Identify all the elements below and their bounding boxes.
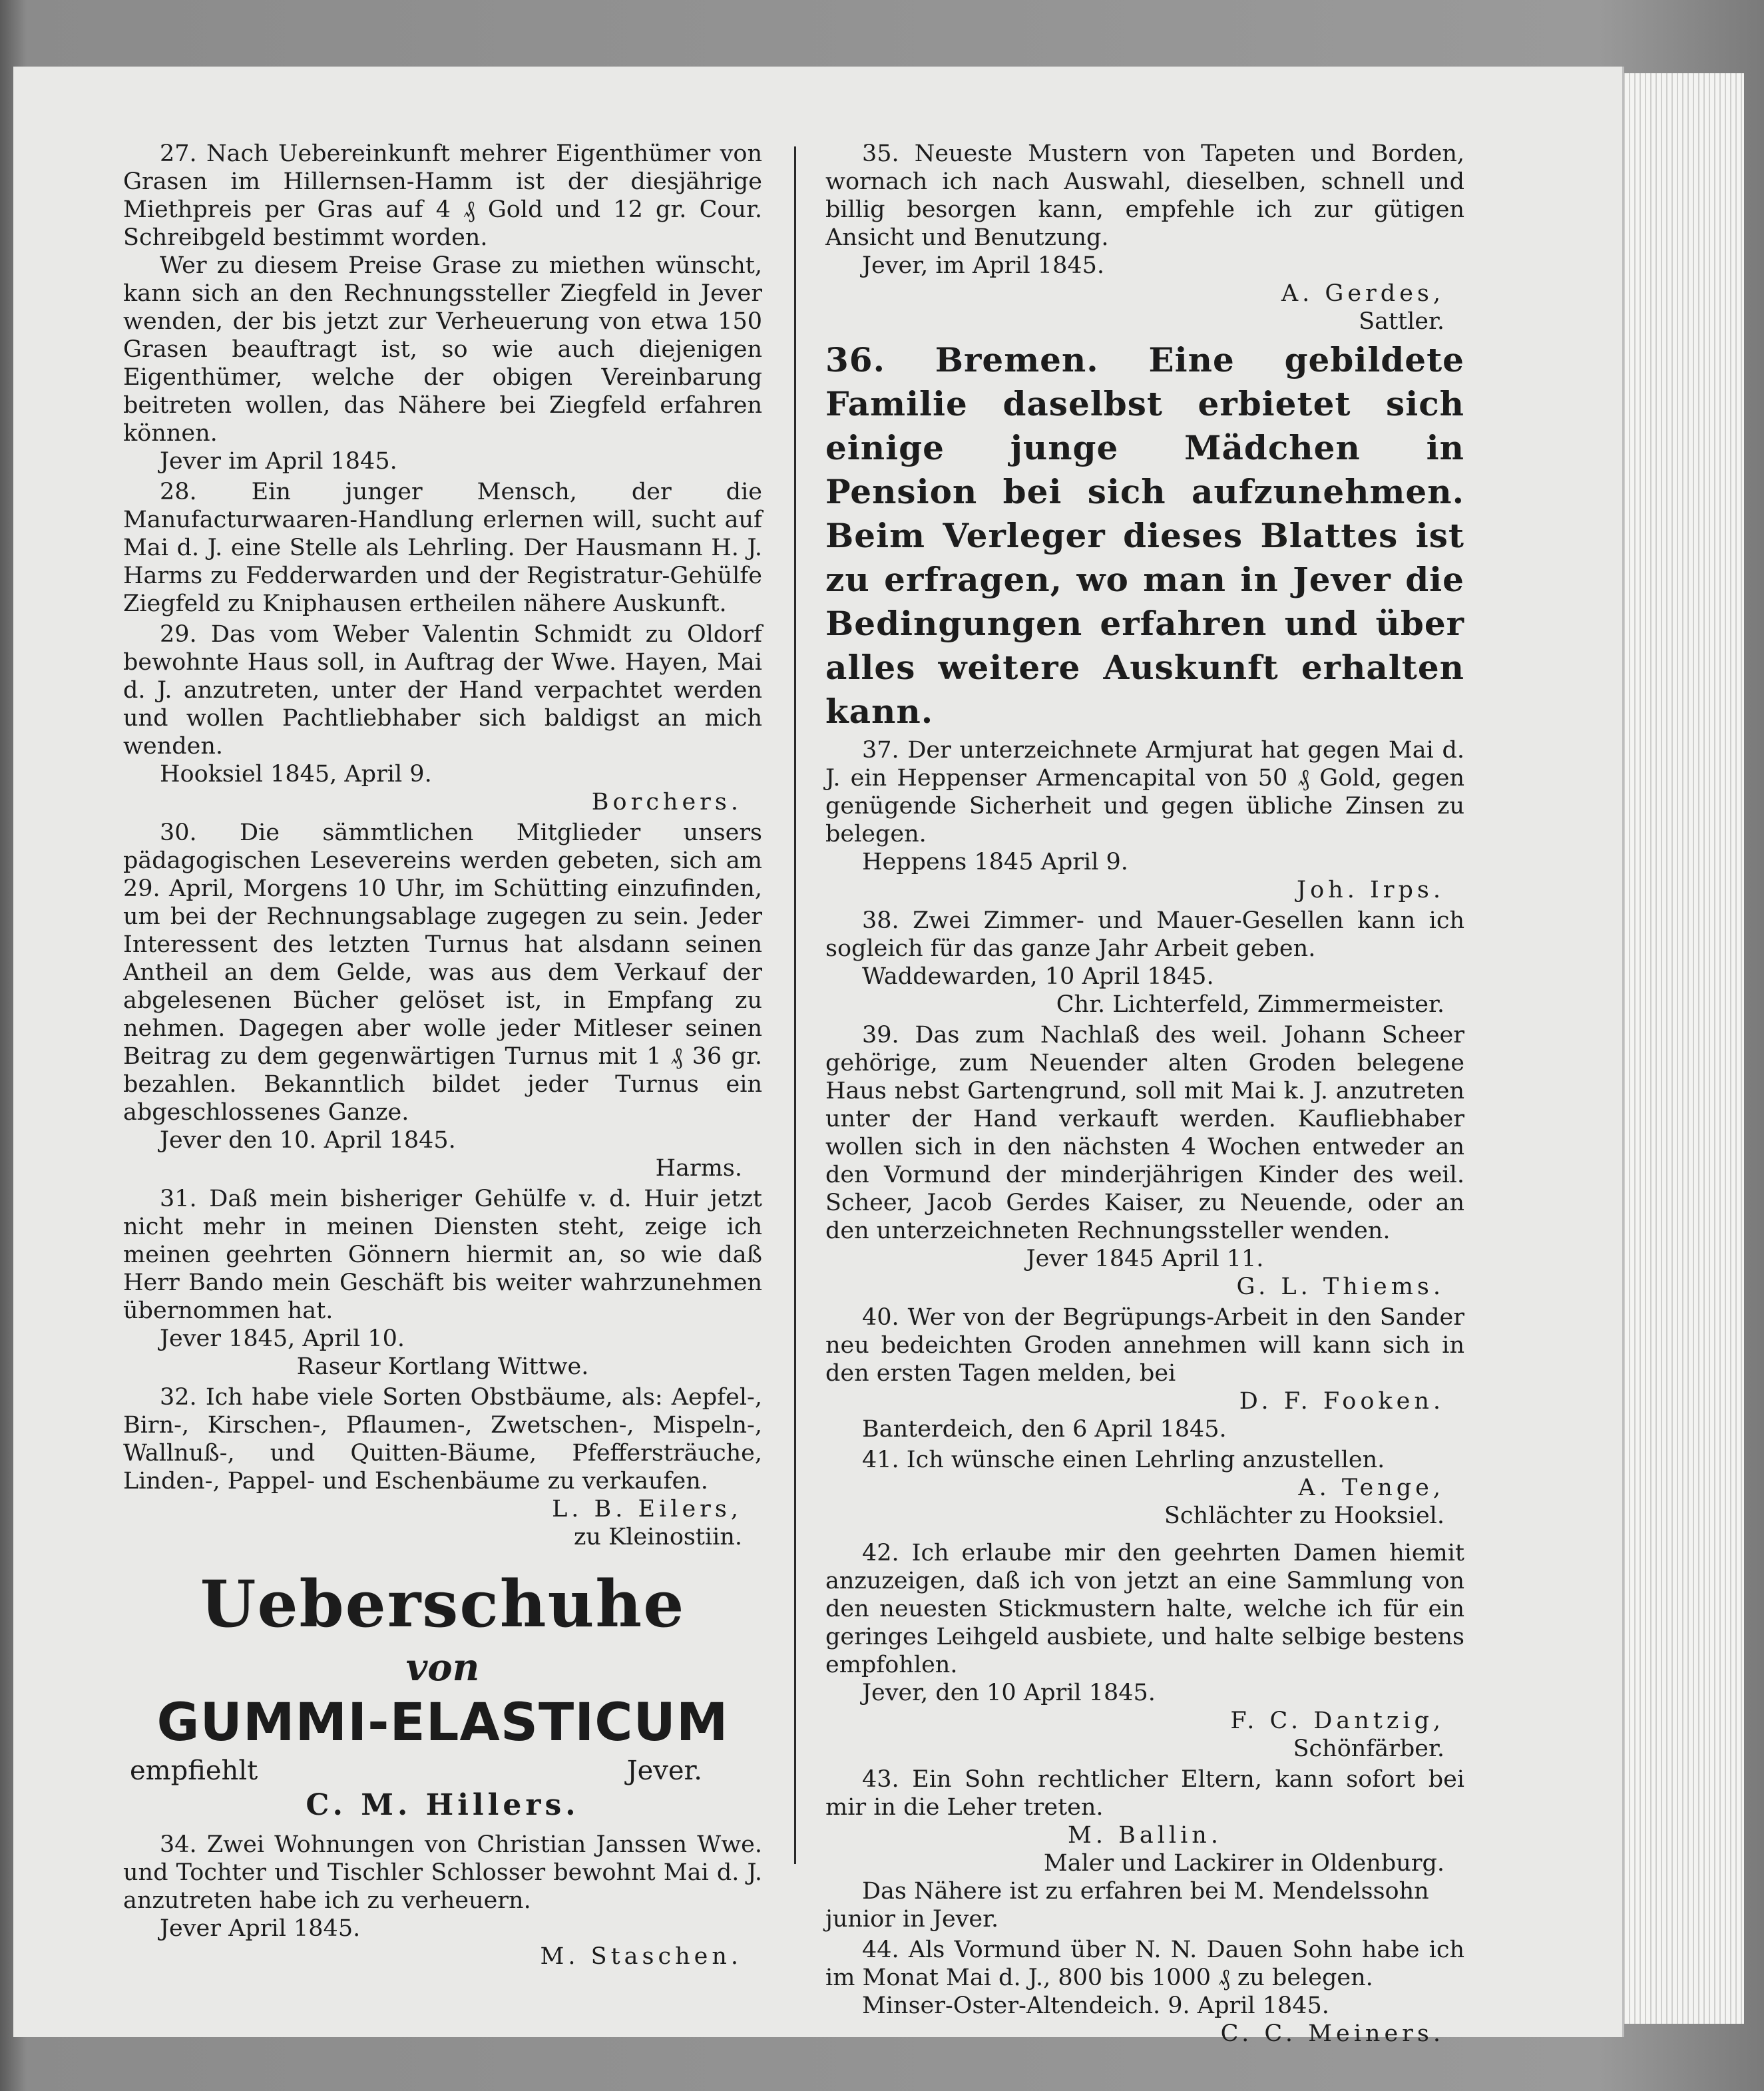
ad-39-body: 39. Das zum Nachlaß des weil. Johann Scheer gehörige, zum Neuender alten Groden belegene Haus nebst Gartengrund, soll mit Mai k. J. anzutreten unter der Hand verkauft werden. Kaufliebhaber wollen sich in den nächsten 4 Wochen entweder an den Vormund der minderjährigen Kinder des weil. Scheer, Jacob Gerdes Kaiser, zu Neuende, oder an den unterzeichneten Rechnungssteller wenden. <box>825 1022 1464 1244</box>
ad-31-body: 31. Daß mein bisheriger Gehülfe v. d. Huir jetzt nicht mehr in meinen Diensten steht, zeige ich meinen geehrten Gönnern hiermit an, so wie daß Herr Bando mein Geschäft bis weiter wahrzunehmen übernommen hat. <box>123 1186 762 1324</box>
ad-34-body: 34. Zwei Wohnungen von Christian Janssen Wwe. und Tochter und Tischler Schlosser bewohnt Mai d. J. anzutreten habe ich zu verheuern. <box>123 1831 762 1914</box>
ad-37-body: 37. Der unterzeichnete Armjurat hat gegen Mai d. J. ein Heppenser Armencapital von 50 ₰ Gold, gegen genügende Sicherheit und gegen übliche Zinsen zu belegen. <box>825 737 1464 847</box>
ad-32-signature: L. B. Eilers, <box>552 1496 742 1522</box>
ad-40-signature: D. F. Fooken. <box>1239 1388 1444 1415</box>
ad-44-signature: C. C. Meiners. <box>1220 2020 1444 2047</box>
ad-34 <box>123 1831 762 1971</box>
ad-39-signature: G. L. Thiems. <box>1236 1274 1444 1300</box>
ad-30 <box>123 819 762 1182</box>
ad-37-dateline: Heppens 1845 April 9. <box>862 849 1128 875</box>
ad-37 <box>825 736 1464 904</box>
ad-31 <box>123 1185 762 1381</box>
ad-27-dateline: Jever im April 1845. <box>160 448 397 475</box>
ad-42-signature: F. C. Dantzig, <box>1230 1708 1444 1734</box>
ad-36 <box>825 338 1464 734</box>
promo-title: Ueberschuhe <box>200 1566 686 1642</box>
ad-43 <box>825 1765 1464 1933</box>
ad-43-signature: M. Ballin. <box>1068 1822 1222 1849</box>
ad-32-location: zu Kleinostiin. <box>573 1524 742 1550</box>
ad-35-signature: A. Gerdes, <box>1281 280 1444 307</box>
ad-34-dateline: Jever April 1845. <box>160 1915 361 1942</box>
ad-41-occupation: Schlächter zu Hooksiel. <box>1164 1503 1444 1529</box>
ad-43-body: 43. Ein Sohn rechtlicher Eltern, kann sofort bei mir in die Leher treten. <box>825 1766 1464 1821</box>
ad-35-body: 35. Neueste Mustern von Tapeten und Borden, wornach ich nach Auswahl, dieselben, schnell und billig besorgen kann, empfehle ich zur gütigen Ansicht und Benutzung. <box>825 140 1464 251</box>
book-page-edges <box>1618 73 1744 2024</box>
ad-43-occupation: Maler und Lackirer in Oldenburg. <box>1043 1850 1444 1877</box>
ad-42 <box>825 1539 1464 1763</box>
ad-41-signature: A. Tenge, <box>1298 1475 1444 1501</box>
ad-30-dateline: Jever den 10. April 1845. <box>160 1127 456 1154</box>
left-column <box>123 140 762 1973</box>
ad-32-body: 32. Ich habe viele Sorten Obstbäume, als: Aepfel-, Birn-, Kirschen-, Pflaumen-, Zwetschen-, Mispeln-, Wallnuß-, und Quitten-Bäume, Pfeffersträuche, Linden-, Pappel- und Eschenbäume zu verkaufen. <box>123 1384 762 1495</box>
ad-35-occupation: Sattler. <box>1359 308 1444 335</box>
ad-29-body: 29. Das vom Weber Valentin Schmidt zu Oldorf bewohnte Haus soll, in Auftrag der Wwe. Hayen, Mai d. J. anzutreten, unter der Hand verpachtet werden und wollen Pachtliebhaber sich baldigst an mich wenden. <box>123 621 762 760</box>
ad-43-note: Das Nähere ist zu erfahren bei M. Mendelssohn junior in Jever. <box>825 1878 1429 1933</box>
ad-39 <box>825 1021 1464 1301</box>
column-divider <box>794 146 796 1864</box>
ad-39-dateline: Jever 1845 April 11. <box>1026 1246 1264 1272</box>
ad-38 <box>825 907 1464 1019</box>
ad-44-dateline: Minser-Oster-Altendeich. 9. April 1845. <box>862 1992 1329 2019</box>
ad-27-body: 27. Nach Uebereinkunft mehrer Eigenthümer von Grasen im Hillernsen-Hamm ist der diesjährige Miethpreis per Gras auf 4 ₰ Gold und 12 gr. Cour. Schreibgeld bestimmt worden. <box>123 140 762 251</box>
ad-30-signature: Harms. <box>655 1155 742 1182</box>
ad-44-body: 44. Als Vormund über N. N. Dauen Sohn habe ich im Monat Mai d. J., 800 bis 1000 ₰ zu belegen. <box>825 1937 1464 1991</box>
ad-35-dateline: Jever, im April 1845. <box>862 252 1104 279</box>
ad-42-occupation: Schönfärber. <box>1293 1736 1444 1762</box>
ad-35 <box>825 140 1464 336</box>
ad-38-signature: Chr. Lichterfeld, Zimmermeister. <box>1056 991 1444 1018</box>
ad-40-dateline: Banterdeich, den 6 April 1845. <box>862 1416 1227 1443</box>
ad-30-body: 30. Die sämmtlichen Mitglieder unsers pädagogischen Lesevereins werden gebeten, sich am 29. April, Morgens 10 Uhr, im Schütting einzufinden, um bei der Rechnungsablage zugegen zu sein. Jeder Interessent des letzten Turnus hat alsdann seinen Antheil an dem Gelde, was aus dem Verkauf der abgelesenen Bücher gelöset ist, in Empfang zu nehmen. Dagegen aber wolle jeder Mitleser seinen Beitrag zu dem gegenwärtigen Turnus mit 1 ₰ 36 gr. bezahlen. Bekanntlich bildet jeder Turnus ein abgeschlossenes Ganze. <box>123 819 762 1126</box>
ad-40 <box>825 1303 1464 1443</box>
ad-28-body: 28. Ein junger Mensch, der die Manufacturwaaren-Handlung erlernen will, sucht auf Mai d. J. eine Stelle als Lehrling. Der Hausmann H. J. Harms zu Fedderwarden und der Registratur-Gehülfe Ziegfeld zu Kniphausen ertheilen nähere Auskunft. <box>123 479 762 617</box>
ad-42-body: 42. Ich erlaube mir den geehrten Damen hiemit anzuzeigen, daß ich von jetzt an eine Sammlung von den neuesten Stickmustern halte, welche ich für ein geringes Leihgeld ausbiete, und halte selbige bestens empfohlen. <box>825 1540 1464 1678</box>
promo-seller: C. M. Hillers. <box>306 1788 580 1822</box>
ad-27-body-2: Wer zu diesem Preise Grase zu miethen wünscht, kann sich an den Rechnungssteller Ziegfeld in Jever wenden, der bis jetzt zur Verheuerung von etwa 150 Grasen beauftragt ist, so wie auch diejenigen Eigenthümer, welche der obigen Vereinbarung beitreten wollen, das Nähere bei Ziegfeld erfahren können. <box>123 252 762 447</box>
right-column <box>825 140 1464 2050</box>
ad-38-dateline: Waddewarden, 10 April 1845. <box>862 963 1214 990</box>
ad-40-body: 40. Wer von der Begrüpungs-Arbeit in den Sander neu bedeichten Groden annehmen will kann sich in den ersten Tagen melden, bei <box>825 1304 1464 1387</box>
ad-41 <box>825 1446 1464 1530</box>
ad-41-body: 41. Ich wünsche einen Lehrling anzustellen. <box>862 1447 1385 1473</box>
ad-32 <box>123 1383 762 1551</box>
promo-left: empfiehlt <box>130 1755 258 1786</box>
ad-27 <box>123 140 762 475</box>
promo-sub: von <box>405 1646 480 1690</box>
ad-36-body: 36. Bremen. Eine gebildete Familie daselbst erbietet sich einige junge Mädchen in Pension bei sich aufzunehmen. Beim Verleger dieses Blattes ist zu erfragen, wo man in Jever die Bedingungen erfahren und über alles weitere Auskunft erhalten kann. <box>825 340 1464 731</box>
ad-42-dateline: Jever, den 10 April 1845. <box>862 1680 1156 1706</box>
ad-29-signature: Borchers. <box>591 789 742 815</box>
promo-gummi-elasticum <box>123 1564 762 1824</box>
promo-row <box>123 1755 762 1787</box>
ad-34-signature: M. Staschen. <box>540 1943 742 1970</box>
promo-right: Jever. <box>626 1755 702 1786</box>
ad-29-dateline: Hooksiel 1845, April 9. <box>160 761 432 788</box>
ad-44 <box>825 1936 1464 2048</box>
promo-brand: GUMMI-ELASTICUM <box>156 1693 729 1753</box>
ad-31-dateline: Jever 1845, April 10. <box>160 1325 405 1352</box>
ad-29 <box>123 620 762 816</box>
ad-31-signature: Raseur Kortlang Wittwe. <box>296 1353 589 1380</box>
ad-38-body: 38. Zwei Zimmer- und Mauer-Gesellen kann ich sogleich für das ganze Jahr Arbeit geben. <box>825 907 1464 962</box>
ad-37-signature: Joh. Irps. <box>1297 877 1444 903</box>
ad-28 <box>123 478 762 618</box>
